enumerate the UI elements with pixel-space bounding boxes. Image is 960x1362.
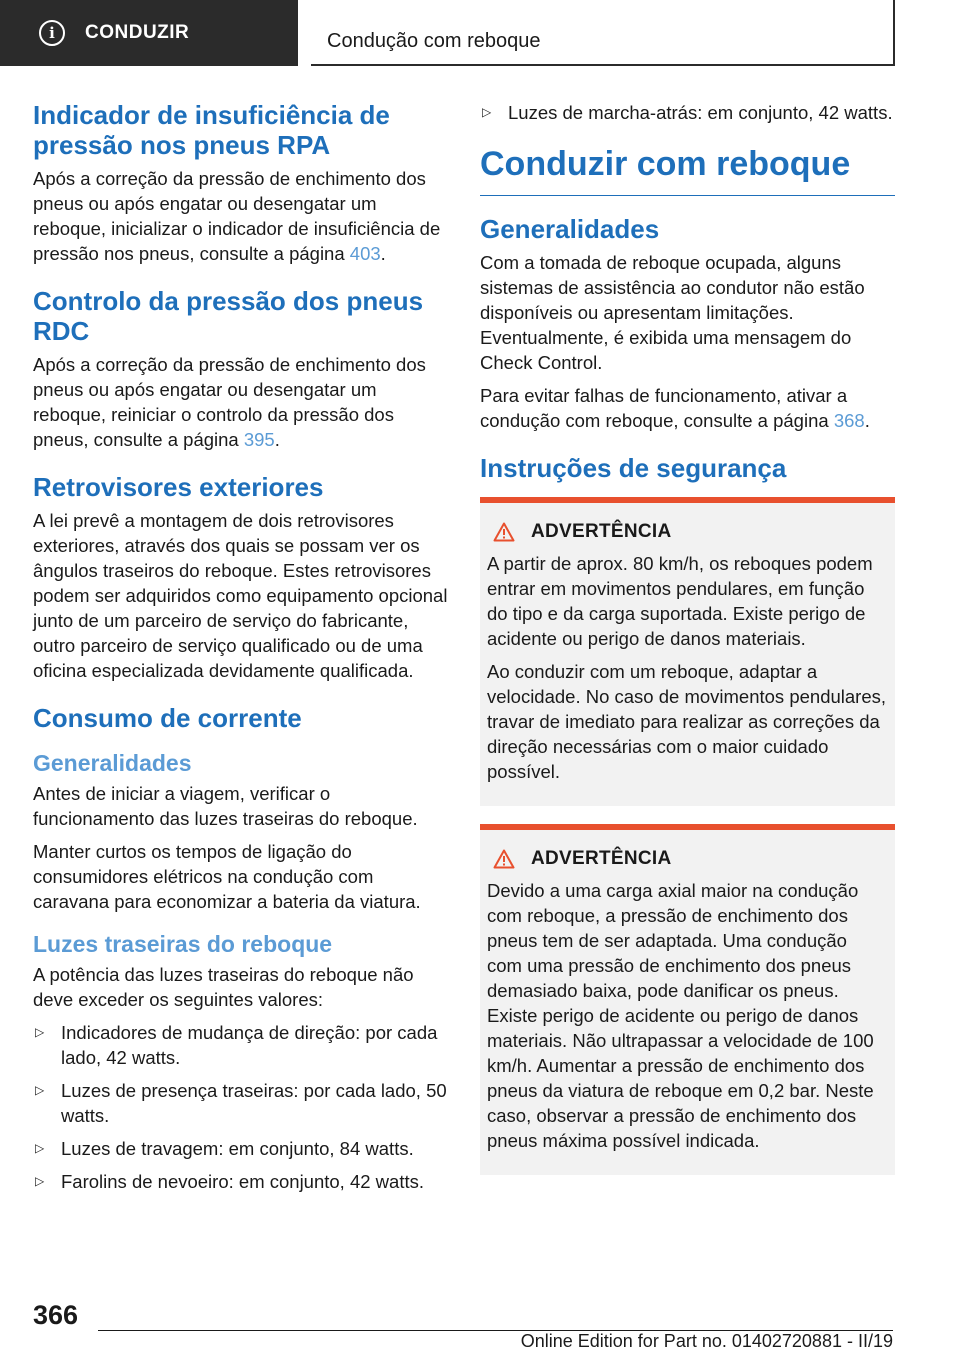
warning-title: ADVERTÊNCIA xyxy=(531,848,672,869)
left-column xyxy=(33,100,448,1202)
warning-paragraph: A partir de aprox. 80 km/h, os reboques podem entrar em movimentos pendulares, em função do tipo e da carga suportada. Existe perigo de acidente ou perigo de danos materiais. xyxy=(487,553,873,649)
triangle-bullet-icon: ▷ xyxy=(35,1025,45,1039)
warning-box-1 xyxy=(480,497,895,806)
paragraph-luzes: A potência das luzes traseiras do reboque não deve exceder os seguintes valores: xyxy=(33,964,414,1010)
subheading-luzes: Luzes traseiras do reboque xyxy=(33,931,333,957)
paragraph-rdc: Após a correção da pressão de enchimento dos pneus ou após engatar ou desengatar um reboque, reiniciar o controlo da pressão dos pneus, consulte a página 395. xyxy=(33,354,426,450)
list-item: ▷ Luzes de travagem: em conjunto, 84 watts. xyxy=(35,1138,414,1159)
list-item: ▷ Indicadores de mudança de direção: por cada lado, 42 watts. xyxy=(35,1022,438,1068)
heading-rdc: Controlo da pressão dos pneus RDC xyxy=(33,286,424,346)
warning-triangle-icon xyxy=(493,849,515,869)
info-icon: i xyxy=(39,20,65,46)
triangle-bullet-icon: ▷ xyxy=(35,1141,45,1155)
triangle-bullet-icon: ▷ xyxy=(482,105,492,119)
paragraph-mirrors: A lei prevê a montagem de dois retrovisores exteriores, através dos quais se possam ver os ângulos traseiros do reboque. Estes retrovisores podem ser adquiridos como equipamento opcional junto de um parceiro de serviço do fabricante, outro parceiro de serviço qualificado ou de uma oficina especializada devidamente qualificada. xyxy=(33,510,448,681)
heading-mirrors: Retrovisores exteriores xyxy=(33,472,324,502)
page-link-403[interactable]: 403 xyxy=(349,243,381,264)
list-item: ▷ Luzes de presença traseiras: por cada lado, 50 watts. xyxy=(35,1080,447,1126)
page-header xyxy=(0,0,960,66)
chapter-title-box xyxy=(311,0,895,66)
heading-rpa: Indicador de insuficiência de pressão nos pneus RPA xyxy=(33,100,390,160)
warning-paragraph: Devido a uma carga axial maior na condução com reboque, a pressão de enchimento dos pneus tem de ser adaptada. Uma condução com uma pressão de enchimento dos pneus demasiado baixa, pode danificar os pneus. Existe perigo de acidente ou perigo de danos materiais. Não ultrapassar a velocidade de 100 km/h. Aumentar a pressão de enchimento dos pneus da viatura de reboque em 0,2 bar. Neste caso, observar a pressão de enchimento dos pneus máxima possível indicada. xyxy=(487,880,874,1151)
edition-note: Online Edition for Part no. 01402720881 - II/19 xyxy=(520,1331,893,1351)
chapter-title: Condução com reboque xyxy=(327,30,541,52)
warning-paragraph: Ao conduzir com um reboque, adaptar a velocidade. No caso de movimentos pendulares, travar de imediato para realizar as correções da direção necessárias com o maior cuidado possível. xyxy=(487,661,887,782)
list-item: ▷ Luzes de marcha-atrás: em conjunto, 42 watts. xyxy=(482,102,893,123)
warning-title: ADVERTÊNCIA xyxy=(531,521,672,542)
paragraph-gen-2: Manter curtos os tempos de ligação do consumidores elétricos na condução com caravana para economizar a bateria da viatura. xyxy=(33,841,421,912)
wattage-list xyxy=(33,1020,448,1194)
heading-seguranca: Instruções de segurança xyxy=(480,453,787,483)
triangle-bullet-icon: ▷ xyxy=(35,1083,45,1097)
list-item: ▷ Farolins de nevoeiro: em conjunto, 42 watts. xyxy=(35,1171,424,1192)
paragraph-gen-1: Antes de iniciar a viagem, verificar o funcionamento das luzes traseiras do reboque. xyxy=(33,783,418,829)
heading-generalidades: Generalidades xyxy=(480,214,660,244)
page-link-395[interactable]: 395 xyxy=(243,429,275,450)
paragraph-rpa: Após a correção da pressão de enchimento dos pneus ou após engatar ou desengatar um reboque, inicializar o indicador de insuficiência de pressão nos pneus, consulte a página 403. xyxy=(33,168,441,264)
warning-box-2 xyxy=(480,824,895,1175)
section-tab xyxy=(0,0,298,66)
page-link-368[interactable]: 368 xyxy=(833,410,865,431)
warning-triangle-icon xyxy=(493,522,515,542)
triangle-bullet-icon: ▷ xyxy=(35,1174,45,1188)
paragraph-right-gen-2: Para evitar falhas de funcionamento, ativar a condução com reboque, consulte a página 368. xyxy=(480,385,870,431)
page-number: 366 xyxy=(33,1300,79,1330)
wattage-list-continued xyxy=(480,100,895,125)
subheading-generalidades: Generalidades xyxy=(33,750,192,776)
heading-conduzir-com-reboque: Conduzir com reboque xyxy=(480,143,895,196)
right-column xyxy=(480,100,895,1193)
paragraph-right-gen-1: Com a tomada de reboque ocupada, alguns sistemas de assistência ao condutor não estão disponíveis ou apresentam limitações. Eventualmente, é exibida uma mensagem do Check Control. xyxy=(480,252,865,373)
heading-consumo: Consumo de corrente xyxy=(33,703,302,733)
section-label: CONDUZIR xyxy=(85,22,190,43)
